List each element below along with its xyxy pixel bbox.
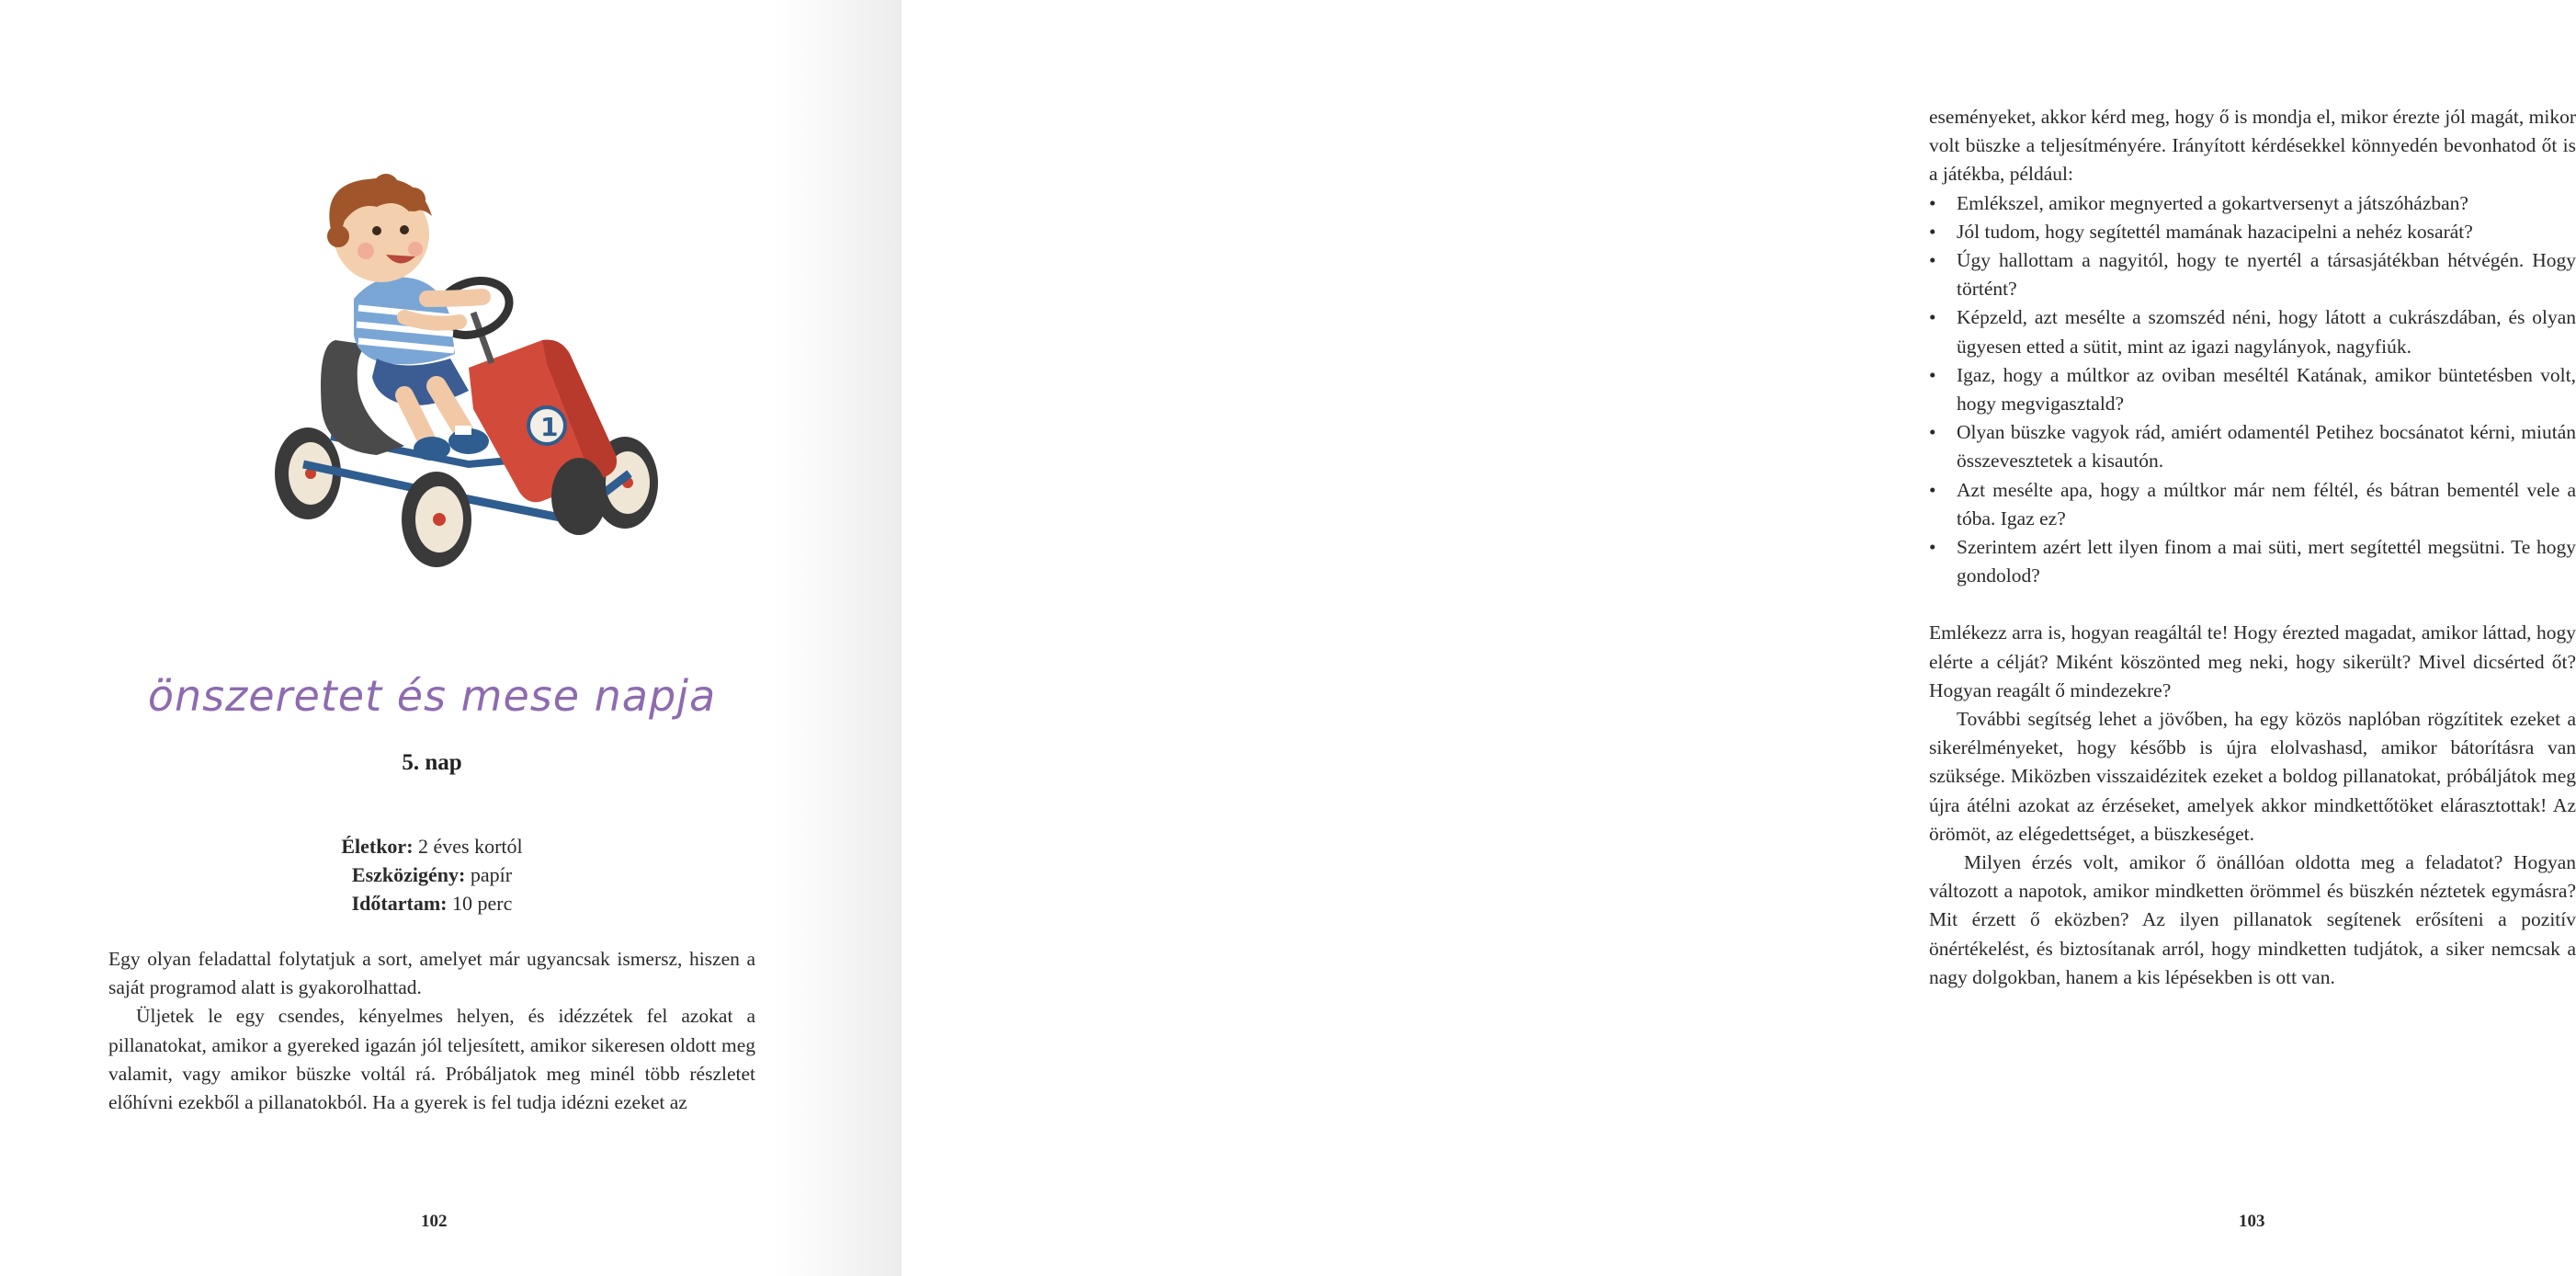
list-item: • Képzeld, azt mesélte a szomszéd néni, hogy látott a cukrászdában, és olyan ügyesen etted a sütit, mint az igazi nagylányok, nagyfiúk. (1929, 303, 2576, 360)
right-intro: eseményeket, akkor kérd meg, hogy ő is mondja el, mikor érezte jól magát, mikor volt büszke a teljesítményére. Irányított kérdésekkel könnyedén bevonhatod őt is a játékba, például: (1929, 106, 2576, 186)
page-number-left: 102 (421, 1212, 448, 1231)
meta-age-label: Életkor: (341, 835, 414, 858)
right-paragraph: Emlékezz arra is, hogyan reagáltál te! Hogy érezted magadat, amikor láttad, hogy elérte a célját? Miként köszönted meg neki, hogy sikerült? Mivel dicsérted őt? Hogyan reagált ő mindezekre? (1929, 621, 2576, 701)
list-item: • Szerintem azért lett ilyen finom a mai süti, mert segítettél megsütni. Te hogy gondolod? (1929, 533, 2576, 590)
left-paragraph: Üljetek le egy csendes, kényelmes helyen, és idézzétek fel azokat a pillanatokat, amikor a gyereked igazán jól teljesített, amikor sikeresen oldott meg valamit, vagy amikor büszke voltál rá. Próbáljatok meg minél több részletet előhívni ezekből a pillanatokból. Ha a gyerek is fel tudja idézni ezeket az (108, 1005, 755, 1114)
page-number-right: 103 (2239, 1212, 2265, 1231)
right-body-text (1929, 103, 2576, 992)
right-paragraph: További segítség lehet a jövőben, ha egy közös naplóban rögzítitek ezeket a sikerélményeket, hogy később is újra elolvashasd, amikor bátorításra van szüksége. Miközben visszaidézitek ezeket a boldog pillanatokat, próbáljátok meg újra átélni azokat az érzéseket, amelyek akkor mindkettőtöket elárasztottak! Az örömöt, az elégedettséget, a büszkeséget. (1929, 708, 2576, 845)
left-page (0, 0, 902, 1276)
front-left-wheel (402, 472, 471, 567)
kart-number: 1 (540, 412, 559, 442)
meta-age-value: 2 éves kortól (413, 835, 523, 858)
right-paragraph: Milyen érzés volt, amikor ő önállóan oldotta meg a feladatot? Hogyan változott a napotok, amikor mindketten örömmel és büszkén néztetek egymásra? Mit érzett ő eközben? Az ilyen pillanatok segítenek erősíteni a pozitív önértékelést, és biztosítanak arról, hogy mindketten tudjátok, a siker nemcsak a nagy dolgokban, hanem a kis lépésekben is ott van. (1929, 851, 2576, 988)
meta-duration-value: 10 perc (447, 892, 513, 915)
activity-meta (0, 832, 864, 917)
meta-tools (0, 860, 864, 889)
left-paragraph: Egy olyan feladattal folytatjuk a sort, amelyet már ugyancsak ismersz, hiszen a saját programod alatt is gyakorolhattad. (108, 948, 755, 999)
list-item: • Olyan büszke vagyok rád, amiért odamentél Petihez bocsánatot kérni, miután összevesztetek a kisautón. (1929, 418, 2576, 475)
meta-duration-label: Időtartam: (351, 892, 448, 915)
day-label: 5. nap (402, 750, 462, 775)
boy-on-go-kart-illustration (267, 179, 671, 593)
left-body-text (108, 945, 755, 1117)
list-item: • Úgy hallottam a nagyitól, hogy te nyertél a társasjátékban hétvégén. Hogy történt? (1929, 246, 2576, 303)
list-item: • Jól tudom, hogy segítettél mamának hazacipelni a nehéz kosarát? (1929, 218, 2576, 246)
meta-tools-label: Eszközigény: (351, 863, 466, 886)
question-list (1929, 189, 2576, 591)
meta-duration (0, 889, 864, 917)
front-right-wheel (551, 458, 607, 535)
meta-age (0, 832, 864, 860)
page-title: önszeretet és mese napja (147, 671, 717, 721)
list-item: • Emlékszel, amikor megnyerted a gokartversenyt a játszóházban? (1929, 189, 2576, 218)
meta-tools-value: papír (465, 863, 513, 886)
right-page (902, 0, 2576, 1276)
list-item: • Azt mesélte apa, hogy a múltkor már nem féltél, és bátran bementél vele a tóba. Igaz ez? (1929, 476, 2576, 533)
list-item: • Igaz, hogy a múltkor az oviban meséltél Katának, amikor büntetésben volt, hogy megvigasztald? (1929, 361, 2576, 418)
